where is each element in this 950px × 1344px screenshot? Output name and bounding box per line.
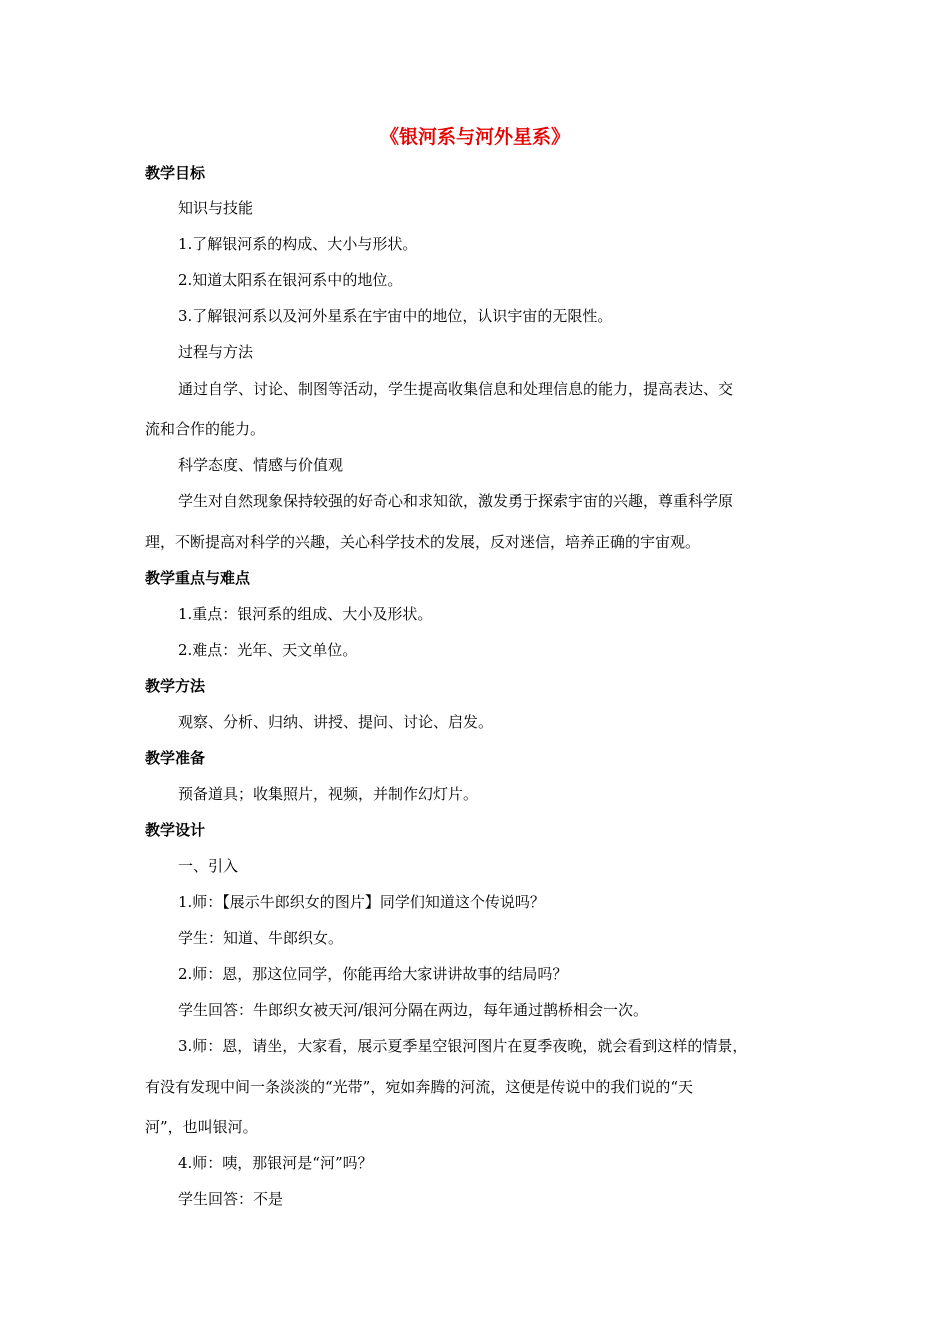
paragraph-line: 流和合作的能力。 <box>145 420 266 438</box>
paragraph-line: 2.知道太阳系在银河系中的地位。 <box>178 271 403 289</box>
paragraph-line: 理，不断提高对科学的兴趣，关心科学技术的发展，反对迷信，培养正确的宇宙观。 <box>145 533 701 551</box>
subheading-knowledge-skills: 知识与技能 <box>178 199 254 217</box>
paragraph-line: 学生回答：不是 <box>178 1190 284 1208</box>
paragraph-line: 河”，也叫银河。 <box>145 1118 258 1136</box>
paragraph-line: 2.难点：光年、天文单位。 <box>178 641 358 659</box>
paragraph-line: 通过自学、讨论、制图等活动，学生提高收集信息和处理信息的能力，提高表达、交 <box>178 380 734 398</box>
paragraph-line: 有没有发现中间一条淡淡的“光带”，宛如奔腾的河流，这便是传说中的我们说的“天 <box>145 1078 694 1096</box>
paragraph-line: 2.师：恩，那这位同学，你能再给大家讲讲故事的结局吗？ <box>178 965 568 983</box>
paragraph-line: 学生回答：牛郎织女被天河/银河分隔在两边，每年通过鹊桥相会一次。 <box>178 1001 649 1019</box>
paragraph-line: 1.重点：银河系的组成、大小及形状。 <box>178 605 433 623</box>
paragraph-line: 3.了解银河系以及河外星系在宇宙中的地位，认识宇宙的无限性。 <box>178 307 613 325</box>
paragraph-line: 学生对自然现象保持较强的好奇心和求知欲，激发勇于探索宇宙的兴趣，尊重科学原 <box>178 492 734 510</box>
heading-teaching-goals: 教学目标 <box>145 164 206 182</box>
subheading-process-method: 过程与方法 <box>178 343 254 361</box>
subheading-introduction: 一、引入 <box>178 857 239 875</box>
document-title: 《银河系与河外星系》 <box>379 126 570 148</box>
heading-teaching-methods: 教学方法 <box>145 677 206 695</box>
subheading-attitude-values: 科学态度、情感与价值观 <box>178 456 344 474</box>
paragraph-line: 1.师：【展示牛郎织女的图片】同学们知道这个传说吗？ <box>178 893 545 911</box>
paragraph-line: 预备道具；收集照片，视频，并制作幻灯片。 <box>178 785 479 803</box>
paragraph-line: 学生：知道、牛郎织女。 <box>178 929 344 947</box>
paragraph-line: 1.了解银河系的构成、大小与形状。 <box>178 235 418 253</box>
paragraph-line: 3.师：恩，请坐，大家看，展示夏季星空银河图片在夏季夜晚，就会看到这样的情景， <box>178 1037 748 1055</box>
paragraph-line: 4.师：咦，那银河是“河”吗？ <box>178 1154 373 1172</box>
paragraph-line: 观察、分析、归纳、讲授、提问、讨论、启发。 <box>178 713 494 731</box>
heading-key-points: 教学重点与难点 <box>145 569 251 587</box>
heading-preparation: 教学准备 <box>145 749 206 767</box>
heading-teaching-design: 教学设计 <box>145 821 206 839</box>
